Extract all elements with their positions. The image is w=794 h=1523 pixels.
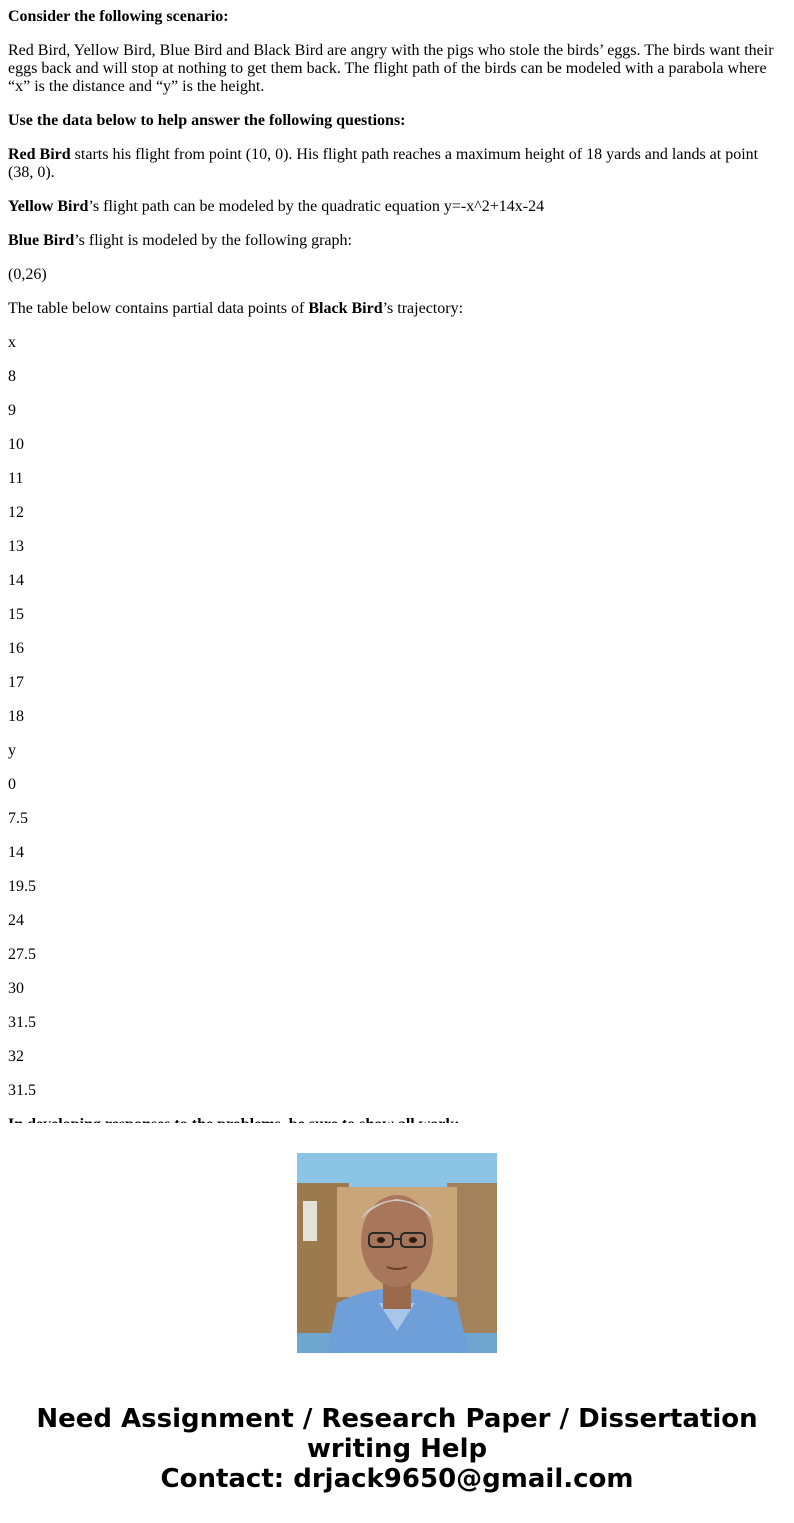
table-x-values — [8, 368, 786, 726]
table-y-value: 30 — [8, 980, 24, 997]
document-body — [8, 0, 786, 1123]
table-x-value: 16 — [8, 640, 24, 657]
table-y-value: 31.5 — [8, 1082, 36, 1099]
table-y-value: 7.5 — [8, 810, 28, 827]
promo-line-2: writing Help — [306, 1434, 488, 1464]
yellow-bird-paragraph — [8, 198, 786, 216]
table-x-value: 13 — [8, 538, 24, 555]
table-x-value: 11 — [8, 470, 24, 487]
table-x-value: 8 — [8, 368, 16, 385]
promo-text — [0, 1404, 794, 1494]
blue-bird-paragraph — [8, 232, 786, 250]
table-y-value: 0 — [8, 776, 16, 793]
author-photo — [297, 1153, 497, 1353]
red-bird-paragraph — [8, 146, 786, 182]
table-x-value: 10 — [8, 436, 24, 453]
table-y-value: 31.5 — [8, 1014, 36, 1031]
red-bird-text: starts his flight from point (10, 0). His flight path reaches a maximum height of 18 yards and lands at point (38, 0). — [8, 146, 759, 181]
red-bird-name: Red Bird — [8, 146, 71, 163]
table-x-value: 9 — [8, 402, 16, 419]
table-y-value: 32 — [8, 1048, 24, 1065]
yellow-bird-name: Yellow Bird — [8, 198, 89, 215]
blue-bird-name: Blue Bird — [8, 232, 75, 249]
black-bird-name: Black Bird — [308, 300, 383, 317]
blue-bird-point: (0,26) — [8, 266, 47, 283]
scenario-heading: Consider the following scenario: — [8, 8, 229, 25]
black-bird-paragraph: The table below contains partial data points of Black Bird’s trajectory: — [8, 300, 464, 317]
table-y-value: 27.5 — [8, 946, 36, 963]
blue-bird-text: ’s flight is modeled by the following graph: — [74, 232, 352, 249]
promo-line-1: Need Assignment / Research Paper / Dissertation — [36, 1404, 758, 1434]
scenario-intro: Red Bird, Yellow Bird, Blue Bird and Black Bird are angry with the pigs who stole the birds’ eggs. The birds want their eggs back and will stop at nothing to get them back. The flight path of the birds can be modeled with a parabola where “x” is the distance and “y” is the height. — [8, 42, 774, 95]
table-x-value: 12 — [8, 504, 24, 521]
table-y-value: 24 — [8, 912, 24, 929]
table-x-value: 15 — [8, 606, 24, 623]
table-y-values — [8, 776, 786, 1100]
table-y-value: 14 — [8, 844, 24, 861]
table-x-value: 17 — [8, 674, 24, 691]
promo-contact: Contact: drjack9650@gmail.com — [160, 1464, 634, 1494]
table-x-value: 14 — [8, 572, 24, 589]
yellow-bird-text: ’s flight path can be modeled by the quadratic equation y=-x^2+14x-24 — [88, 198, 545, 215]
table-y-value: 19.5 — [8, 878, 36, 895]
table-y-label: y — [8, 742, 16, 759]
table-x-value: 18 — [8, 708, 24, 725]
table-x-label: x — [8, 334, 16, 351]
data-heading: Use the data below to help answer the following questions: — [8, 112, 406, 129]
promo-banner — [0, 1123, 794, 1523]
